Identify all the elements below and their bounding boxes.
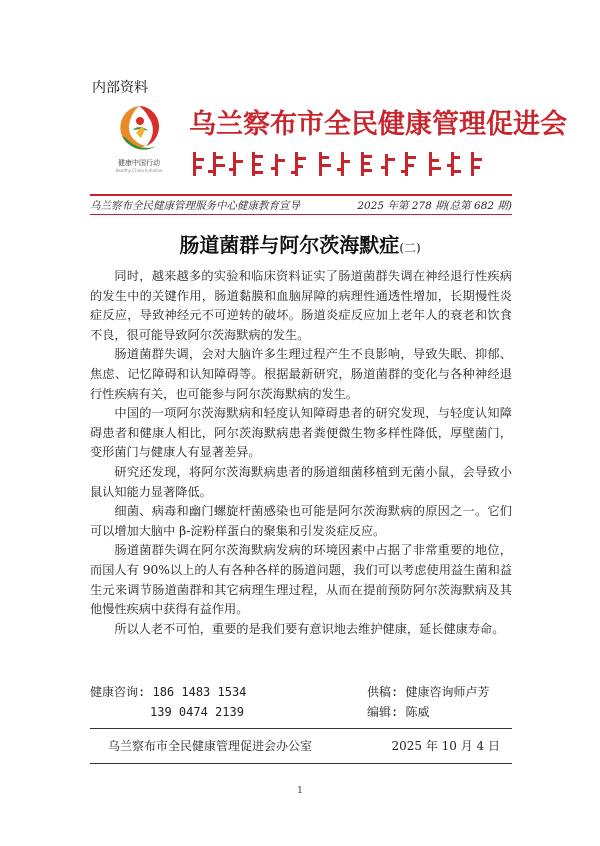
logo-caption-en: Healthy China Initiative	[115, 168, 163, 173]
paragraph: 同时，越来越多的实验和临床资料证实了肠道菌群失调在神经退行性疾病的发生中的关键作用，肠道黏膜和血脑屏障的病理性通透性增加，长期慢性炎症反应，导致神经元不可逆转的破坏。肠道炎症反应加上老年人的衰老和饮食不良，很可能导致阿尔茨海默病的发生。	[90, 269, 512, 342]
paragraph: 中国的一项阿尔茨海默病和轻度认知障碍患者的研究发现，与轻度认知障碍患者和健康人相比，阿尔茨海默病患者粪便微生物多样性降低，厚壁菌门，变形菌门与健康人有显著差异。	[90, 406, 512, 460]
logo-caption	[108, 159, 170, 174]
publisher: 乌兰察布全民健康管理服务中心健康教育宣导	[90, 200, 300, 212]
phone-2: 139 0474 2139	[150, 704, 244, 719]
footer-date: 2025 年 10 月 4 日	[391, 739, 500, 753]
issue-number: 2025 年第 278 期(总第 682 期)	[357, 200, 512, 212]
phone-1: 186 1483 1534	[152, 685, 247, 699]
editor-label: 编辑:	[367, 704, 399, 719]
paragraph: 肠道菌群失调在阿尔茨海默病发病的环境因素中占据了非常重要的地位，而国人有 90%以上的人有各种各样的肠道问题，我们可以考虑使用益生菌和益生元来调节肠道菌群和其它病理生理过程，从而在提前预防阿尔茨海默病及其他慢性疾病中获得有益作用。	[90, 543, 512, 617]
internal-label: 内部资料	[92, 80, 148, 96]
paragraph: 细菌、病毒和幽门螺旋杆菌感染也可能是阿尔茨海默病的原因之一。它们可以增加大脑中 β-淀粉样蛋白的聚集和引发炎症反应。	[90, 504, 512, 538]
mongolian-script-title-icon	[189, 150, 489, 180]
org-title: 乌兰察布市全民健康管理促进会	[189, 109, 567, 140]
contact-phones	[90, 683, 246, 722]
header-rule-bottom	[90, 214, 512, 215]
author-name: 健康咨询师卢芳	[405, 685, 490, 699]
issue-bar	[90, 197, 512, 213]
article-title	[0, 229, 600, 258]
header-rule-top	[90, 194, 512, 196]
paragraph: 肠道菌群失调，会对大脑许多生理过程产生不良影响，导致失眠、抑郁、焦虑、记忆障碍和认知障碍等。根据最新研究，肠道菌群的变化与各种神经退行性疾病有关，也可能参与阿尔茨海默病的发生。	[90, 347, 512, 401]
footer	[90, 737, 512, 757]
article-title-part: (二)	[399, 241, 421, 255]
paragraph: 研究还发现，将阿尔茨海默病患者的肠道细菌移植到无菌小鼠，会导致小鼠认知能力显著降低。	[90, 464, 512, 499]
paragraph: 所以人老不可怕，重要的是我们要有意识地去维护健康，延长健康寿命。	[114, 621, 505, 636]
footer-rule-bottom	[90, 763, 512, 764]
footer-office: 乌兰察布市全民健康管理促进会办公室	[108, 739, 313, 753]
article-body	[90, 267, 512, 639]
author-label: 供稿:	[367, 685, 399, 699]
article-title-text: 肠道菌群与阿尔茨海默症	[179, 233, 400, 257]
healthy-china-logo-icon	[108, 100, 170, 156]
footer-rule-top	[90, 728, 512, 729]
page-number: 1	[297, 786, 303, 796]
logo-caption-cn: 健康中国行动	[118, 159, 160, 167]
editor-name: 陈威	[405, 704, 430, 719]
consult-label: 健康咨询:	[90, 685, 146, 699]
contact-credits	[367, 683, 489, 722]
